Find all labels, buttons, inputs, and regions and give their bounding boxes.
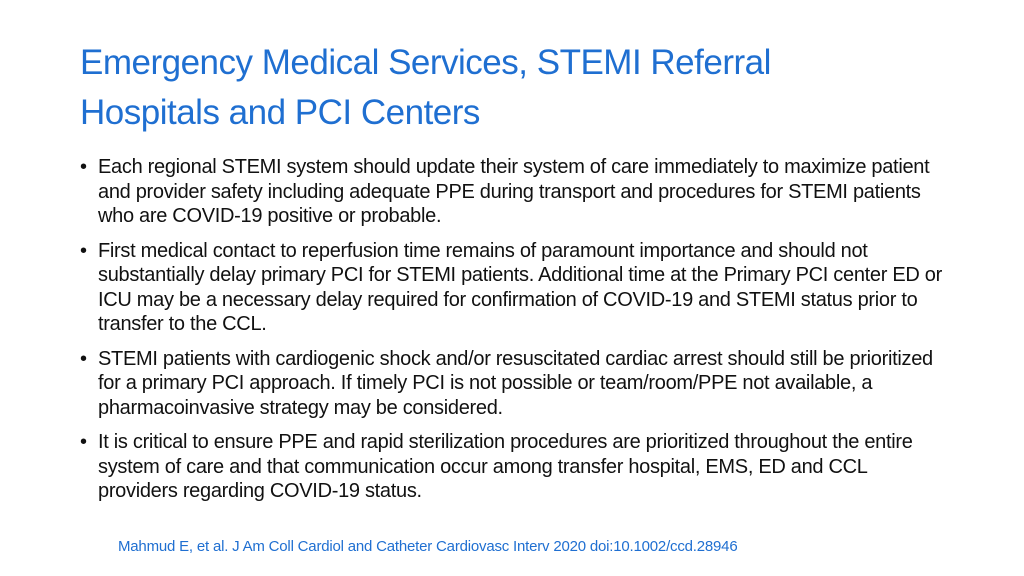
bullet-icon: • bbox=[80, 347, 87, 370]
bullet-item bbox=[80, 430, 950, 504]
slide-title-line-1: Emergency Medical Services, STEMI Referral bbox=[80, 43, 771, 82]
slide-title-line-2: Hospitals and PCI Centers bbox=[80, 93, 480, 132]
bullet-icon: • bbox=[80, 156, 87, 178]
bullet-item bbox=[80, 347, 950, 421]
bullet-text: First medical contact to reperfusion time remains of paramount importance and should not substantially delay primary PCI for STEMI patients. Additional time at the Primary PCI center ED or ICU may be a necessary delay required for confirmation of COVID-19 and STEMI status prior to transfer to the CCL. bbox=[98, 239, 942, 335]
bullet-item bbox=[80, 155, 950, 229]
bullet-icon: • bbox=[80, 239, 87, 262]
bullet-text: Each regional STEMI system should update their system of care immediately to maximize patient and provider safety including adequate PPE during transport and procedures for STEMI patients who are COVID-19 positive or probable. bbox=[98, 156, 930, 227]
slide-title bbox=[80, 38, 960, 138]
bullet-item bbox=[80, 239, 950, 337]
bullet-text: It is critical to ensure PPE and rapid sterilization procedures are prioritized throughout the entire system of care and that communication occur among transfer hospital, EMS, ED and CCL providers regarding COVID-19 status. bbox=[98, 431, 913, 502]
bullet-icon: • bbox=[80, 431, 87, 453]
bullet-list bbox=[80, 155, 950, 514]
citation: Mahmud E, et al. J Am Coll Cardiol and Catheter Cardiovasc Interv 2020 doi:10.1002/ccd.28946 bbox=[118, 538, 738, 555]
bullet-text: STEMI patients with cardiogenic shock and/or resuscitated cardiac arrest should still be prioritized for a primary PCI approach. If timely PCI is not possible or team/room/PPE not available, a pharmacoinvasive strategy may be considered. bbox=[98, 347, 933, 419]
